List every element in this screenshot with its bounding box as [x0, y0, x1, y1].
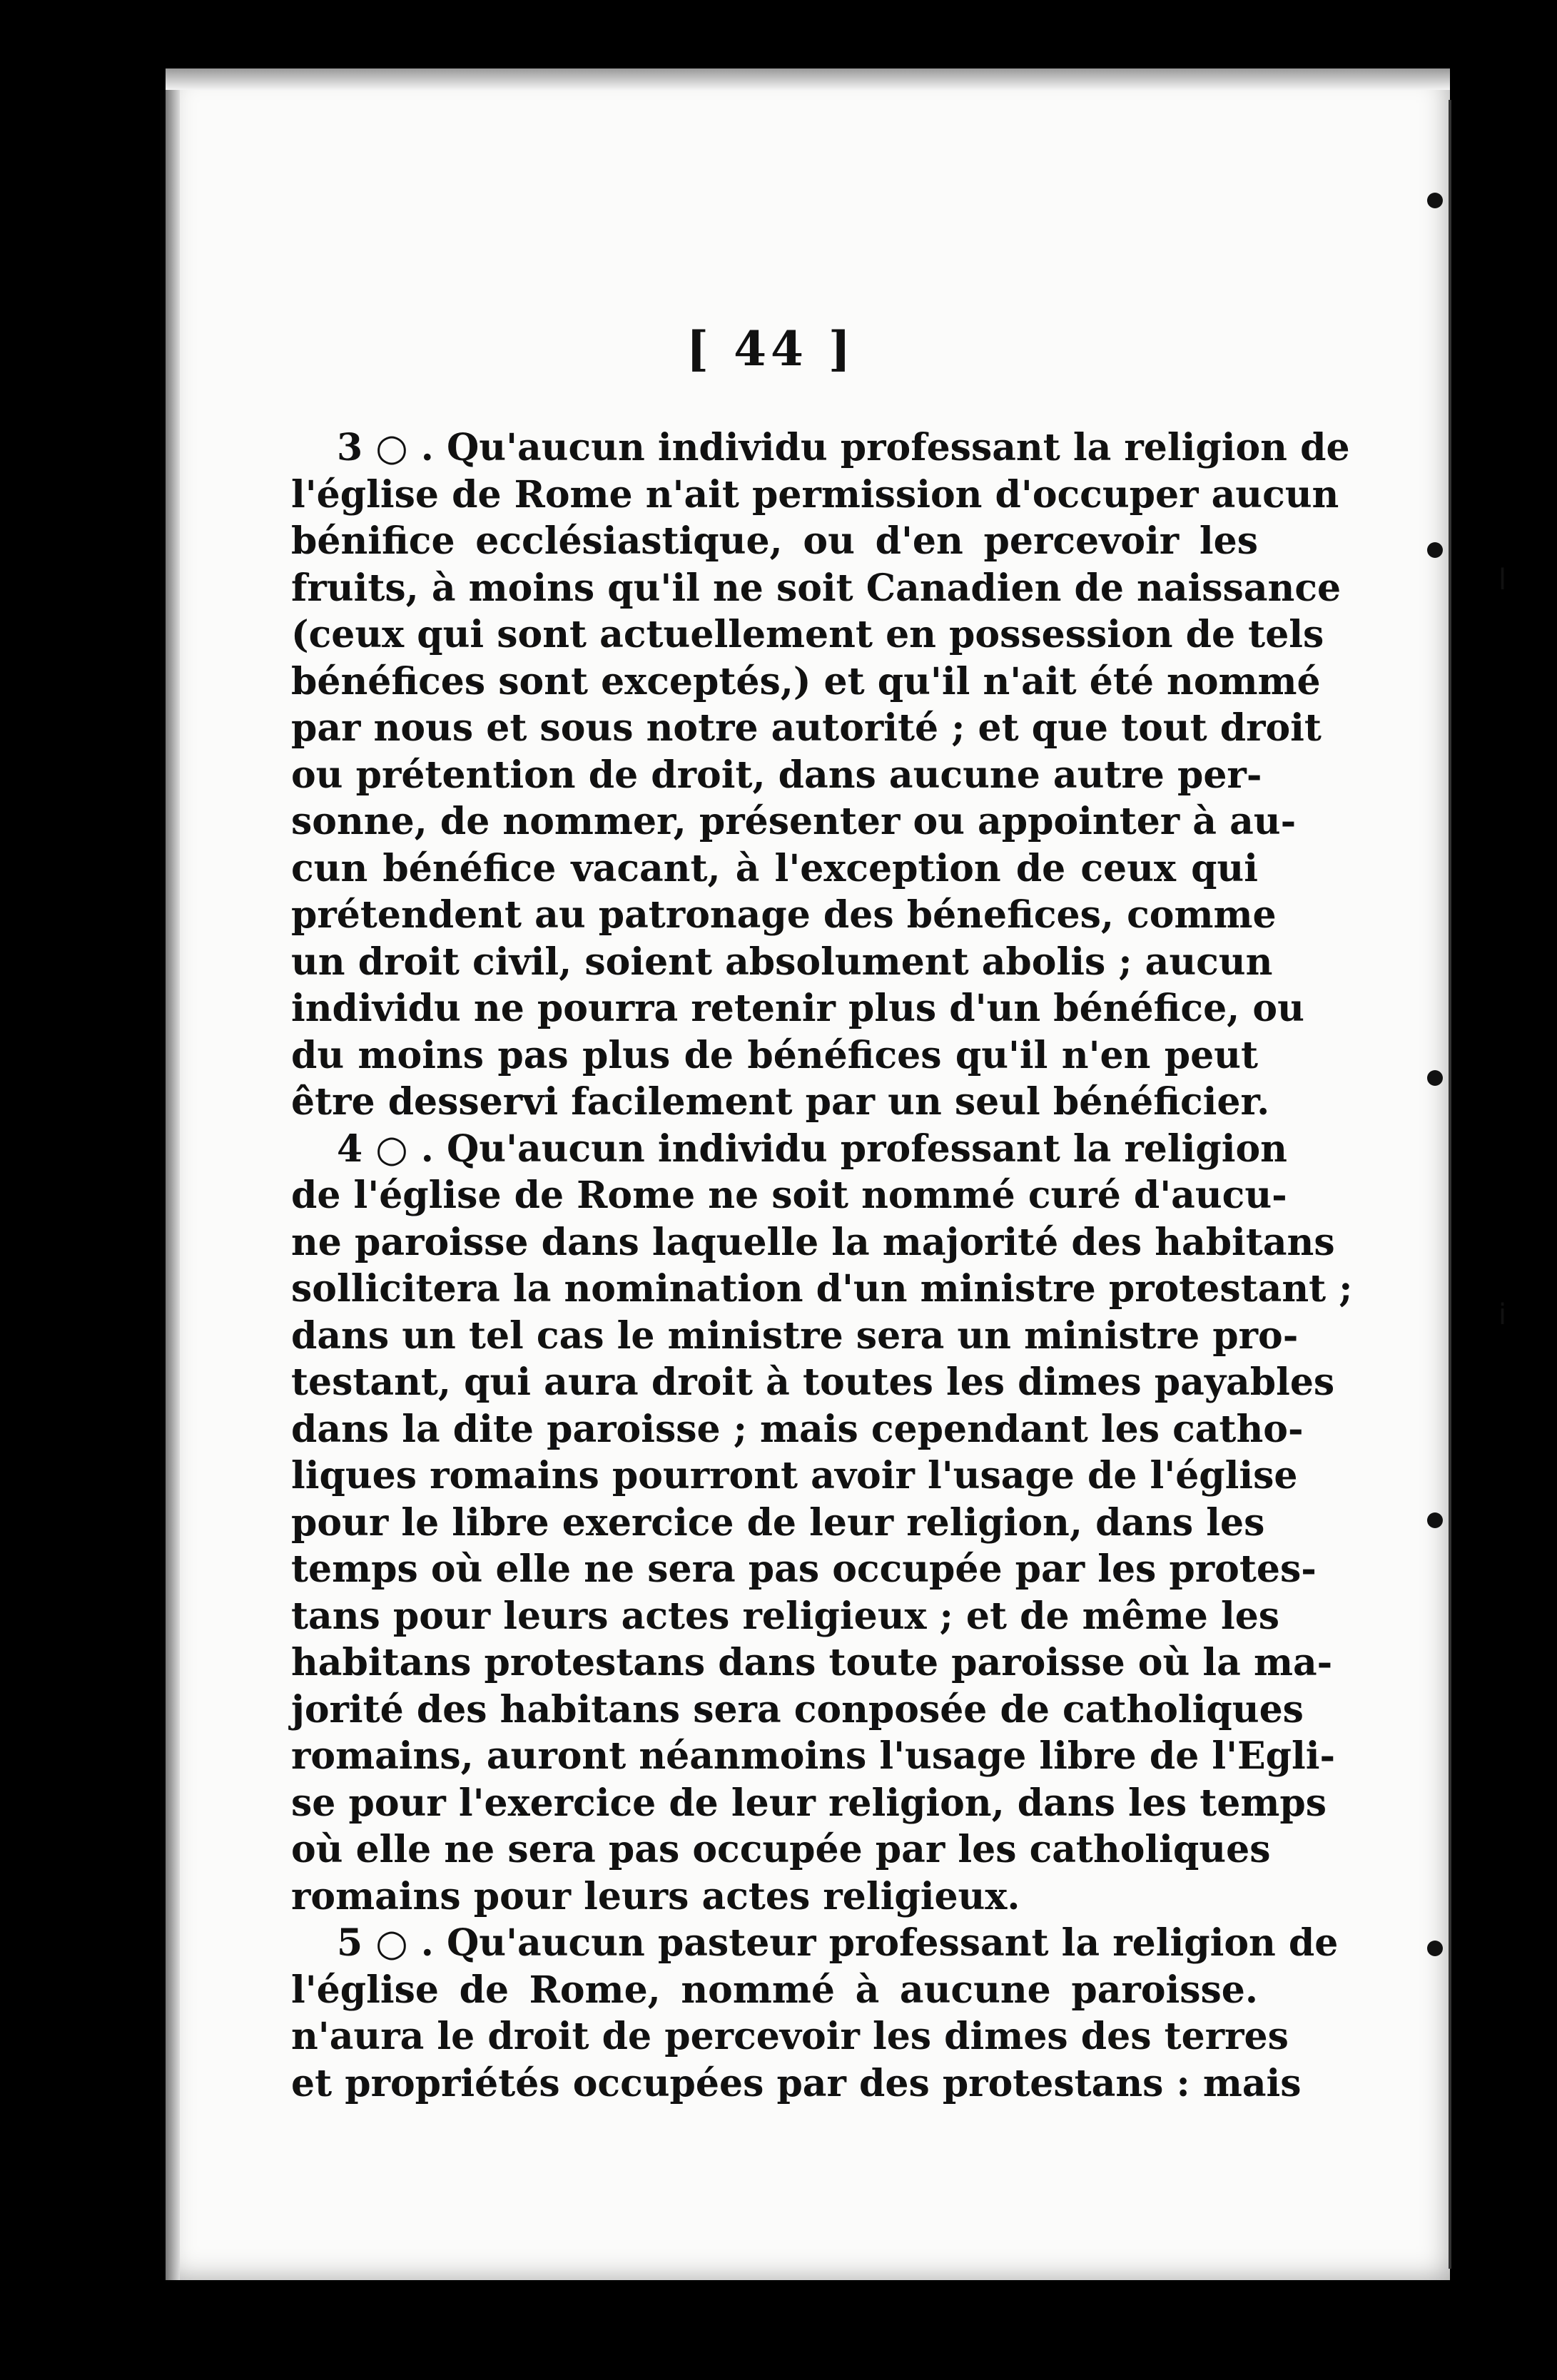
text-line: dans la dite paroisse ; mais cependant les catho- [291, 1407, 1304, 1451]
binding-hole [1427, 193, 1443, 208]
text-line: où elle ne sera pas occupée par les catholiques [291, 1828, 1271, 1871]
binding-edge-line [1449, 100, 1451, 2269]
margin-mark: i [1498, 1298, 1507, 1331]
text-line: fruits, à moins qu'il ne soit Canadien de naissance [291, 566, 1342, 610]
text-line: n'aura le droit de percevoir les dimes des terres [291, 2015, 1289, 2058]
body-text [291, 424, 1353, 2107]
text-line: prétendent au patronage des bénefices, comme [291, 893, 1277, 937]
text-line: être desservi facilement par un seul bénéficier. [291, 1080, 1270, 1124]
text-line: bénéfices sont exceptés,) et qu'il n'ait été nommé [291, 659, 1321, 703]
binding-hole [1427, 542, 1443, 558]
text-line: liques romains pourront avoir l'usage de l'église [291, 1454, 1298, 1497]
text-line: sollicitera la nomination d'un ministre protestant ; [291, 1267, 1353, 1311]
text-line: dans un tel cas le ministre sera un ministre pro- [291, 1313, 1299, 1358]
text-line: ne paroisse dans laquelle la majorité des habitans [291, 1220, 1335, 1264]
paragraph-3 [291, 424, 1350, 1126]
page-edge-left [166, 68, 180, 2280]
text-line: (ceux qui sont actuellement en possession de tels [291, 613, 1324, 656]
page-edge-top [166, 68, 1450, 90]
text-line: individu ne pourra retenir plus d'un bénéfice, ou [291, 987, 1304, 1030]
paragraph-5 [291, 1920, 1339, 2107]
text-line: testant, qui aura droit à toutes les dimes payables [291, 1361, 1335, 1404]
text-line: de l'église de Rome ne soit nommé curé d'aucu- [291, 1174, 1287, 1217]
text-line: temps où elle ne sera pas occupée par les protes- [291, 1547, 1317, 1591]
text-line: l'église de Rome, nommé à aucune paroisse. [291, 1968, 1258, 2012]
text-line: tans pour leurs actes religieux ; et de même les [291, 1594, 1280, 1638]
text-line: ou prétention de droit, dans aucune autre per- [291, 753, 1262, 797]
text-line: se pour l'exercice de leur religion, dans les temps [291, 1781, 1327, 1825]
page-number: [ 44 ] [686, 321, 856, 377]
text-line: 5 ○ . Qu'aucun pasteur professant la religion de [337, 1921, 1339, 1965]
binding-hole [1427, 1941, 1443, 1956]
text-line: du moins pas plus de bénéfices qu'il n'en peut [291, 1033, 1258, 1077]
text-line: et propriétés occupées par des protestans : mais [291, 2061, 1302, 2105]
text-line: 4 ○ . Qu'aucun individu professant la religion [337, 1127, 1287, 1171]
text-line: romains, auront néanmoins l'usage libre de l'Egli- [291, 1734, 1336, 1778]
text-line: pour le libre exercice de leur religion, dans les [291, 1500, 1265, 1545]
binding-hole [1427, 1512, 1443, 1528]
margin-mark: l [1498, 564, 1507, 596]
text-line: romains pour leurs actes religieux. [291, 1874, 1020, 1918]
paragraph-4 [291, 1126, 1353, 1921]
text-line: par nous et sous notre autorité ; et que tout droit [291, 706, 1322, 750]
text-line: cun bénéfice vacant, à l'exception de ceux qui [291, 846, 1258, 890]
text-line: l'église de Rome n'ait permission d'occuper aucun [291, 472, 1339, 517]
text-line: un droit civil, soient absolument abolis ; aucun [291, 940, 1273, 984]
text-line: 3 ○ . Qu'aucun individu professant la religion de [337, 426, 1350, 469]
text-line: sonne, de nommer, présenter ou appointer à au- [291, 800, 1297, 843]
text-line: jorité des habitans sera conposée de catholiques [291, 1687, 1304, 1731]
text-line: bénifice ecclésiastique, ou d'en percevoir les [291, 519, 1258, 563]
binding-hole [1427, 1070, 1443, 1086]
text-line: habitans protestans dans toute paroisse où la ma- [291, 1641, 1333, 1684]
